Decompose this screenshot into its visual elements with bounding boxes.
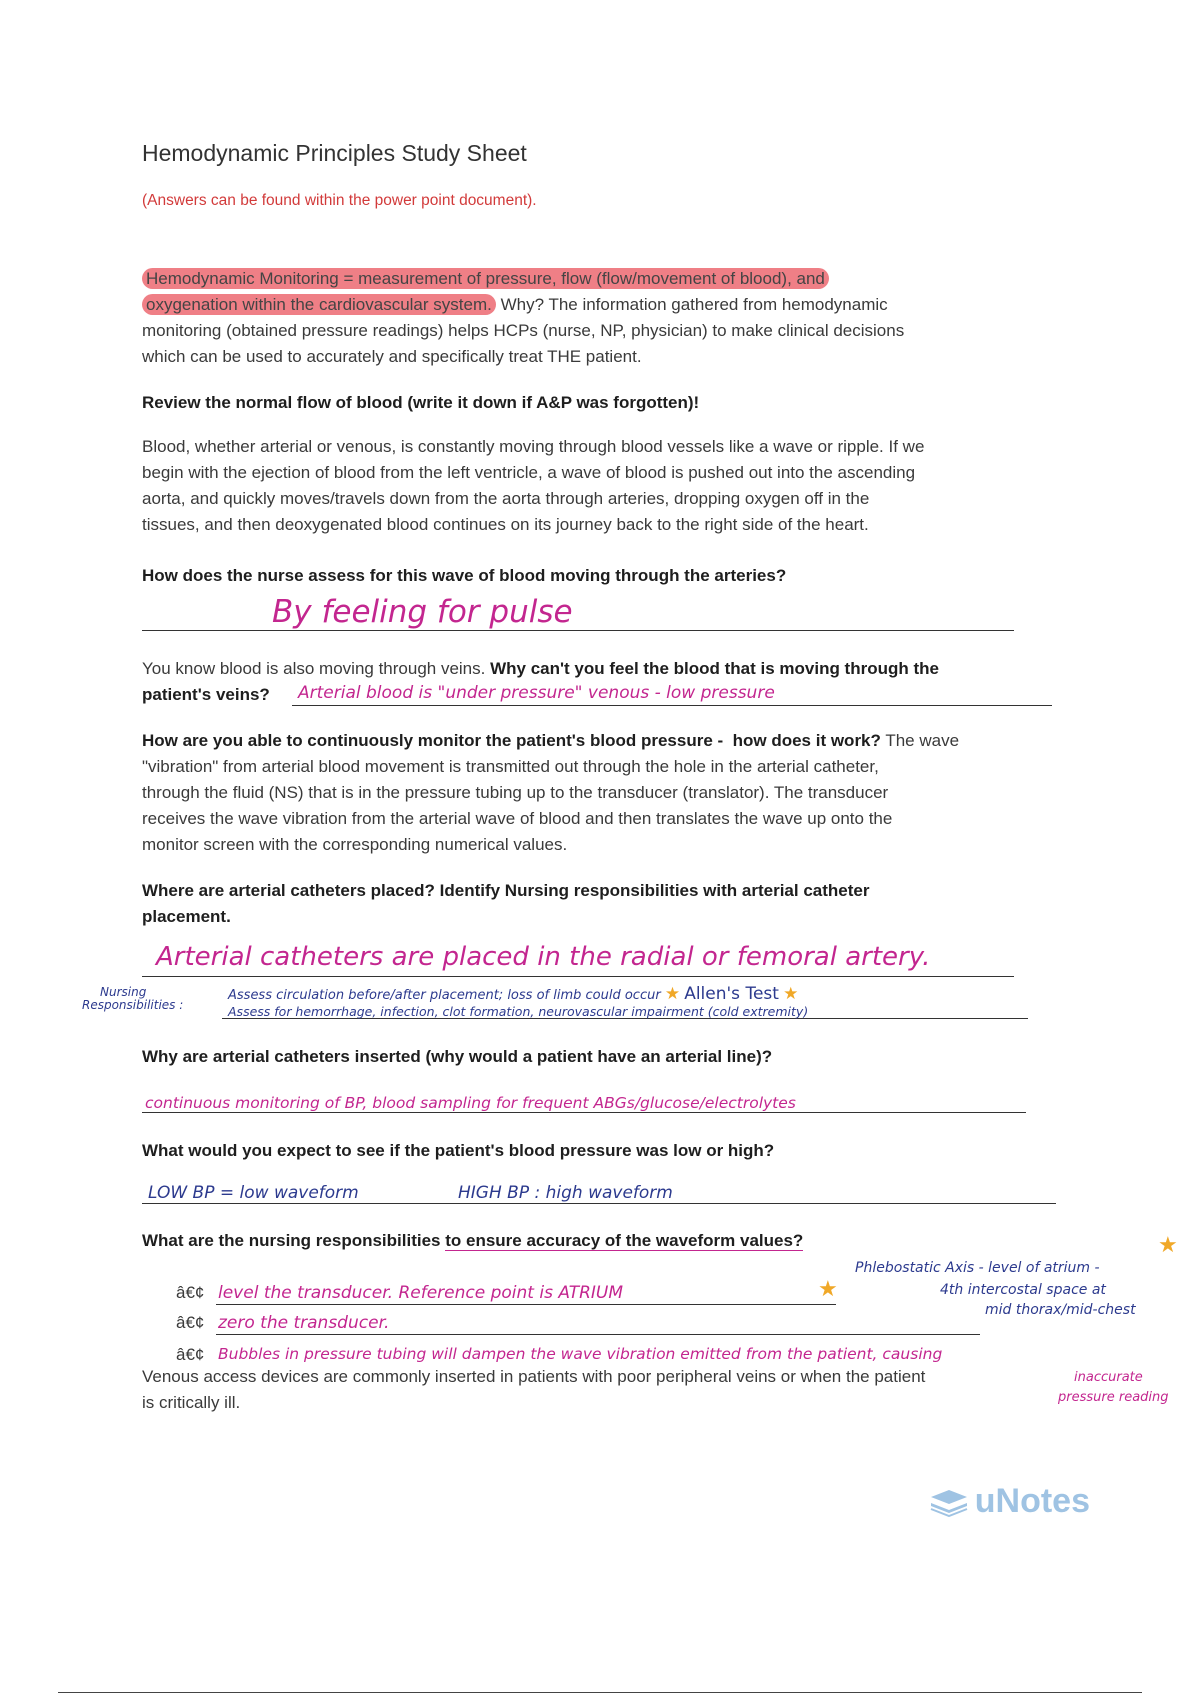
side-note-intercostal: 4th intercostal space at bbox=[940, 1282, 1106, 1298]
answer-6-high: HIGH BP : high waveform bbox=[458, 1183, 673, 1203]
star-icon: ★ bbox=[818, 1276, 838, 1301]
side-note-midchest: mid thorax/mid-chest bbox=[985, 1302, 1136, 1318]
answer-line-2 bbox=[292, 705, 1052, 706]
highlight-definition-1: Hemodynamic Monitoring = measurement of pressure, flow (flow/movement of blood), and bbox=[142, 268, 829, 289]
answer-5: continuous monitoring of BP, blood sampling for frequent ABGs/glucose/electrolytes bbox=[145, 1094, 796, 1112]
star-icon: ★ bbox=[1158, 1232, 1178, 1257]
responsibility-1: Assess circulation before/after placement; loss of limb could occur ★ Allen's Test ★ bbox=[228, 984, 799, 1004]
answer-1: By feeling for pulse bbox=[272, 594, 573, 630]
review-body: Blood, whether arterial or venous, is constantly moving through blood vessels like a wave or ripple. If we begin with the ejection of blood from the left ventricle, a wave of blood is pushed out into the ascending aorta, and quickly moves/travels down from the aorta through arteries, dropping oxygen off in the tissues, and then deoxygenated blood continues on its journey back to the right side of the heart. bbox=[142, 437, 925, 534]
bullet-line-1 bbox=[216, 1304, 836, 1305]
review-heading: Review the normal flow of blood (write it down if A&P was forgotten)! bbox=[142, 393, 700, 412]
bottom-rule bbox=[58, 1692, 1142, 1693]
answers-note: (Answers can be found within the power point document). bbox=[142, 192, 537, 209]
question-2: You know blood is also moving through veins. Why can't you feel the blood that is moving through the patient's veins? bbox=[142, 659, 939, 704]
answer-6-low: LOW BP = low waveform bbox=[148, 1183, 359, 1203]
page-title: Hemodynamic Principles Study Sheet bbox=[142, 140, 527, 166]
answer-2: Arterial blood is "under pressure" venous - low pressure bbox=[298, 683, 775, 703]
star-icon: ★ bbox=[664, 984, 681, 1004]
bullet-3: Bubbles in pressure tubing will dampen the wave vibration emitted from the patient, causing bbox=[218, 1345, 943, 1363]
side-note-phlebostatic: Phlebostatic Axis - level of atrium - bbox=[855, 1260, 1100, 1276]
bullet-2: zero the transducer. bbox=[218, 1313, 390, 1333]
bullet-glyph-2: â€¢ bbox=[176, 1313, 205, 1332]
question-6: What would you expect to see if the patient's blood pressure was low or high? bbox=[142, 1141, 775, 1160]
question-3: How are you able to continuously monitor the patient's blood pressure - how does it work? The wave "vibration" from arterial blood movement is transmitted out through the hole in the arterial catheter, through the fluid (NS) that is in the pressure tubing up to the transducer (translator). The transducer receives the wave vibration from the arterial wave of blood and then translates the wave up onto the monitor screen with the corresponding numerical values. bbox=[142, 731, 960, 854]
margin-label-nursing: Nursing Responsibilities : bbox=[82, 985, 184, 1012]
question-5: Why are arterial catheters inserted (why would a patient have an arterial line)? bbox=[142, 1047, 773, 1066]
side-note-inaccurate: inaccurate bbox=[1074, 1370, 1143, 1385]
bullet-1: level the transducer. Reference point is ATRIUM bbox=[218, 1283, 624, 1303]
answer-line-4 bbox=[142, 976, 1014, 977]
logo-text: uNotes bbox=[974, 1482, 1090, 1520]
book-stack-icon bbox=[929, 1487, 969, 1517]
unotes-logo bbox=[929, 1482, 1090, 1521]
bullet-line-2 bbox=[216, 1334, 980, 1335]
definition-paragraph: Hemodynamic Monitoring = measurement of pressure, flow (flow/movement of blood), and oxygenation within the cardiovascular system. Why? The information gathered from hemodynamic monitoring (obtained pressure readings) helps HCPs (nurse, NP, physician) to make clinical decisions which can be used to accurately and specifically treat THE patient. bbox=[142, 269, 905, 366]
side-note-pressure-reading: pressure reading bbox=[1058, 1390, 1169, 1405]
star-icon: ★ bbox=[783, 984, 799, 1004]
highlight-definition-2: oxygenation within the cardiovascular system. bbox=[142, 294, 496, 315]
venous-paragraph: Venous access devices are commonly inserted in patients with poor peripheral veins or when the patient is critically ill. bbox=[142, 1367, 926, 1412]
question-4: Where are arterial catheters placed? Identify Nursing responsibilities with arterial catheter placement. bbox=[142, 881, 870, 926]
bullet-glyph-3: â€¢ bbox=[176, 1345, 205, 1364]
answer-line-5 bbox=[142, 1112, 1026, 1113]
answer-4: Arterial catheters are placed in the radial or femoral artery. bbox=[156, 942, 931, 972]
question-1: How does the nurse assess for this wave of blood moving through the arteries? bbox=[142, 566, 787, 585]
answer-line-1 bbox=[142, 630, 1014, 631]
question-7: What are the nursing responsibilities to ensure accuracy of the waveform values? bbox=[142, 1231, 804, 1250]
bullet-glyph-1: â€¢ bbox=[176, 1283, 205, 1302]
responsibility-2: Assess for hemorrhage, infection, clot formation, neurovascular impairment (cold extremity) bbox=[228, 1004, 809, 1019]
answer-line-6 bbox=[142, 1203, 1056, 1204]
